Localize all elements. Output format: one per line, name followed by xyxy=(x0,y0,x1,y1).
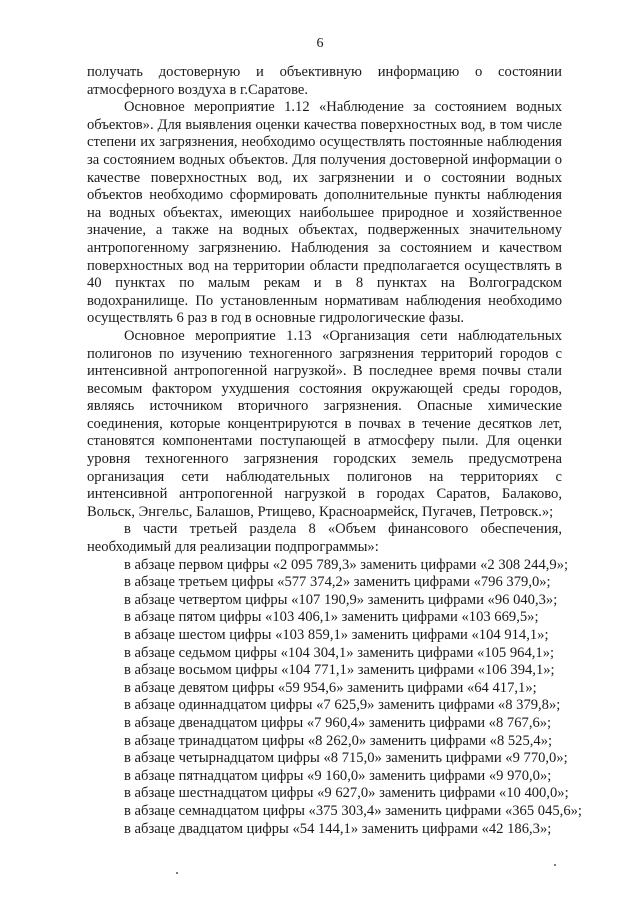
scan-speck xyxy=(176,872,178,874)
amendment-item: в абзаце девятом цифры «59 954,6» заменить цифрами «64 417,1»; xyxy=(124,679,537,696)
amendment-item: в абзаце четырнадцатом цифры «8 715,0» заменить цифрами «9 770,0»; xyxy=(124,750,568,767)
amendment-item: в абзаце шестом цифры «103 859,1» заменить цифрами «104 914,1»; xyxy=(124,627,549,643)
paragraph: Основное мероприятие 1.13 «Организация сети наблюдательных полигонов по изучению техногенного загрязнения территорий городов с интенсивной антропогенной нагрузкой». В последнее время почвы стали весомым фактором ухудшения состояния окружающей среды городов, являясь источником вторичного загрязнения. Опасные химические соединения, которые концентрируются в почвах в течение десятков лет, становятся компонентами поступающей в атмосферу пыли. Для оценки уровня техногенного загрязнения городских земель предусмотрена организация сети наблюдательных полигонов на территориях с интенсивной антропогенной нагрузкой в городах Саратов, Балаково, Вольск, Энгельс, Балашов, Ртищево, Красноармейск, Пугачев, Петровск.»; xyxy=(87,327,562,520)
amendment-item: в абзаце первом цифры «2 095 789,3» заменить цифрами «2 308 244,9»; xyxy=(124,556,569,573)
paragraph: получать достоверную и объективную информацию о состоянии атмосферного воздуха в г.Саратове. xyxy=(87,64,562,98)
document-body xyxy=(87,64,582,838)
paragraph: в части третьей раздела 8 «Объем финансового обеспечения, необходимый для реализации подпрограммы»: xyxy=(87,521,562,556)
scan-speck xyxy=(554,864,556,866)
page-number: 6 xyxy=(316,36,324,51)
paragraph: Основное мероприятие 1.12 «Наблюдение за состоянием водных объектов». Для выявления оценки качества поверхностных вод, в том числе степени их загрязнения, необходимо осуществлять постоянные наблюдения за состоянием водных объектов. Для получения достоверной информации о качестве поверхностных вод, их загрязнении и о состоянии водных объектов необходимо сформировать дополнительные пункты наблюдения на водных объектах, имеющих наибольшее природное и хозяйственное значение, а также на водных объектах, подверженных значительному антропогенному загрязнению. Наблюдения за состоянием и качеством поверхностных вод на территории области предполагается осуществлять в 40 пунктах по малым рекам и в 8 пунктах на Волгоградском водохранилище. По установленным нормативам наблюдения необходимо осуществлять 6 раз в год в основные гидрологические фазы. xyxy=(87,99,562,327)
amendment-item: в абзаце восьмом цифры «104 771,1» заменить цифрами «106 394,1»; xyxy=(124,662,555,679)
amendment-item: в абзаце пятнадцатом цифры «9 160,0» заменить цифрами «9 970,0»; xyxy=(124,767,552,784)
amendment-item: в абзаце тринадцатом цифры «8 262,0» заменить цифрами «8 525,4»; xyxy=(124,732,553,749)
amendment-item: в абзаце двенадцатом цифры «7 960,4» заменить цифрами «8 767,6»; xyxy=(124,714,552,731)
amendment-item: в абзаце четвертом цифры «107 190,9» заменить цифрами «96 040,3»; xyxy=(124,591,558,608)
amendment-item: в абзаце одиннадцатом цифры «7 625,9» заменить цифрами «8 379,8»; xyxy=(124,697,561,714)
amendment-list xyxy=(87,556,582,839)
amendment-item: в абзаце пятом цифры «103 406,1» заменить цифрами «103 669,5»; xyxy=(124,609,539,626)
amendment-item: в абзаце двадцатом цифры «54 144,1» заменить цифрами «42 186,3»; xyxy=(124,820,552,837)
amendment-item: в абзаце третьем цифры «577 374,2» заменить цифрами «796 379,0»; xyxy=(124,574,551,591)
amendment-item: в абзаце шестнадцатом цифры «9 627,0» заменить цифрами «10 400,0»; xyxy=(124,785,569,802)
amendment-item: в абзаце семнадцатом цифры «375 303,4» заменить цифрами «365 045,6»; xyxy=(124,802,582,819)
amendment-item: в абзаце седьмом цифры «104 304,1» заменить цифрами «105 964,1»; xyxy=(124,644,555,661)
